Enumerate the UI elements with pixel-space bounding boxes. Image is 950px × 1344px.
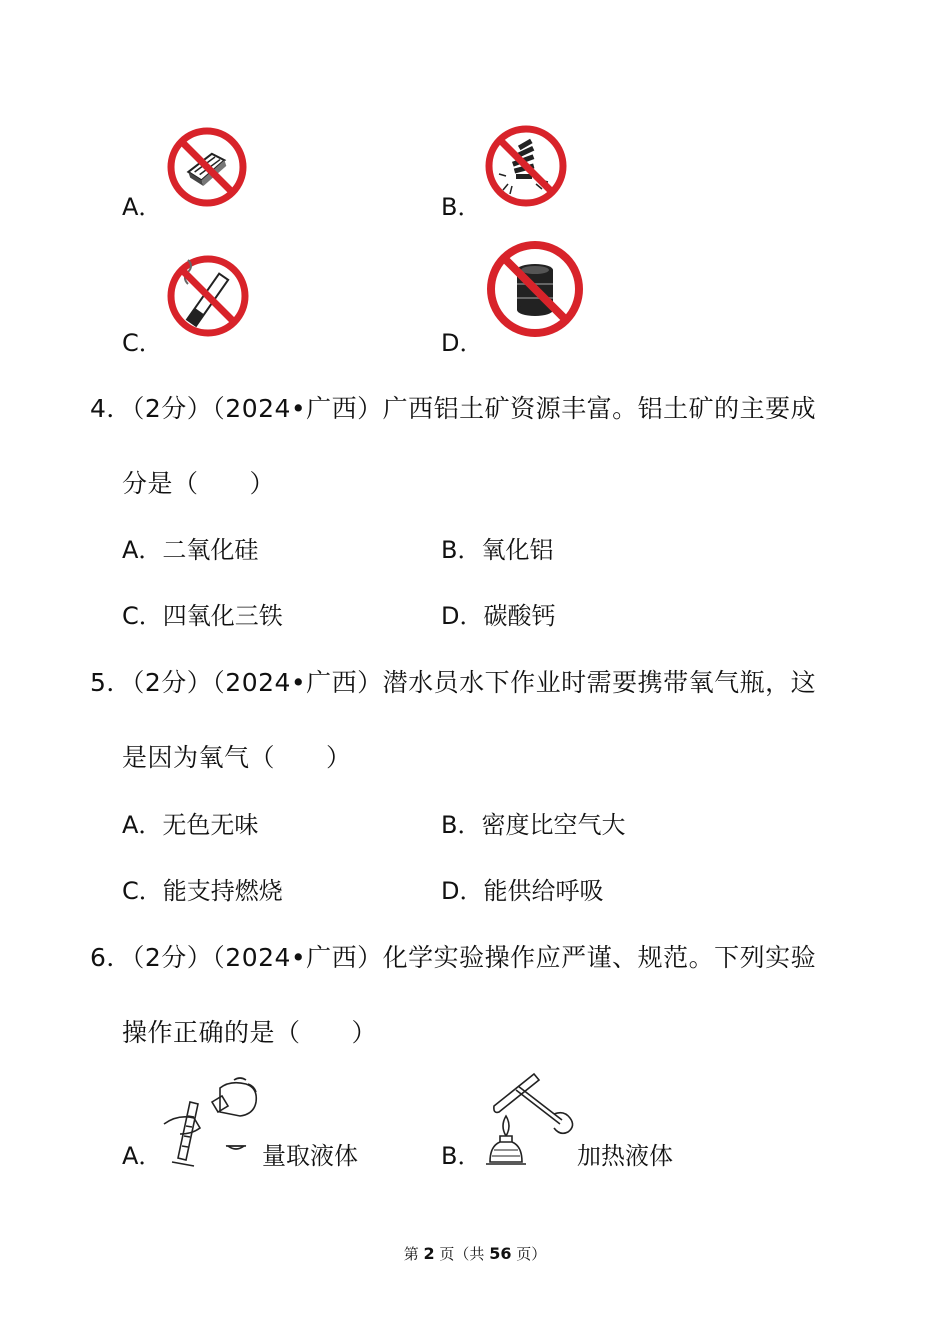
q3-option-a-letter: A．	[122, 193, 163, 221]
measuring-cylinder-pouring-icon	[164, 1074, 264, 1166]
q4-option-a: A．二氧化硅	[122, 536, 259, 564]
q6-stem-line2: 操作正确的是（ ）	[122, 1018, 378, 1047]
q6-option-a-letter: A．	[122, 1142, 163, 1170]
footer-suffix: 页）	[511, 1245, 547, 1263]
q4-stem-line2: 分是（ ）	[122, 469, 276, 498]
no-smoking-icon	[166, 254, 250, 338]
page-footer	[0, 1243, 950, 1264]
q5-stem-line2: 是因为氧气（ ）	[122, 743, 352, 772]
no-oil-barrel-icon	[486, 240, 584, 338]
test-tube-heating-icon	[482, 1070, 582, 1168]
q5-option-c: C．能支持燃烧	[122, 877, 283, 905]
no-fireworks-icon	[166, 126, 248, 208]
q4-option-b: B．氧化铝	[441, 536, 554, 564]
footer-mid: 页（共	[434, 1245, 490, 1263]
footer-total-pages: 56	[489, 1244, 512, 1263]
q6-option-b-label: 加热液体	[577, 1142, 673, 1170]
no-firecrackers-icon	[484, 124, 568, 208]
q4-option-c: C．四氧化三铁	[122, 602, 283, 630]
footer-page-number: 2	[423, 1244, 435, 1263]
footer-prefix: 第	[403, 1245, 424, 1263]
q6-stem-line1: 6．（2分）（2024•广西）化学实验操作应严谨、规范。下列实验	[90, 943, 817, 972]
q3-option-d-letter: D．	[441, 329, 484, 357]
q4-option-d: D．碳酸钙	[441, 602, 556, 630]
q5-option-a: A．无色无味	[122, 811, 259, 839]
q6-option-b-letter: B．	[441, 1142, 482, 1170]
q6-option-a-label: 量取液体	[262, 1142, 358, 1170]
q3-option-b-letter: B．	[441, 193, 482, 221]
q5-option-d: D．能供给呼吸	[441, 877, 604, 905]
q3-option-c-letter: C．	[122, 329, 163, 357]
q4-stem-line1: 4．（2分）（2024•广西）广西铝土矿资源丰富。铝土矿的主要成	[90, 394, 817, 423]
q5-option-b: B．密度比空气大	[441, 811, 626, 839]
q5-stem-line1: 5．（2分）（2024•广西）潜水员水下作业时需要携带氧气瓶，这	[90, 668, 817, 697]
